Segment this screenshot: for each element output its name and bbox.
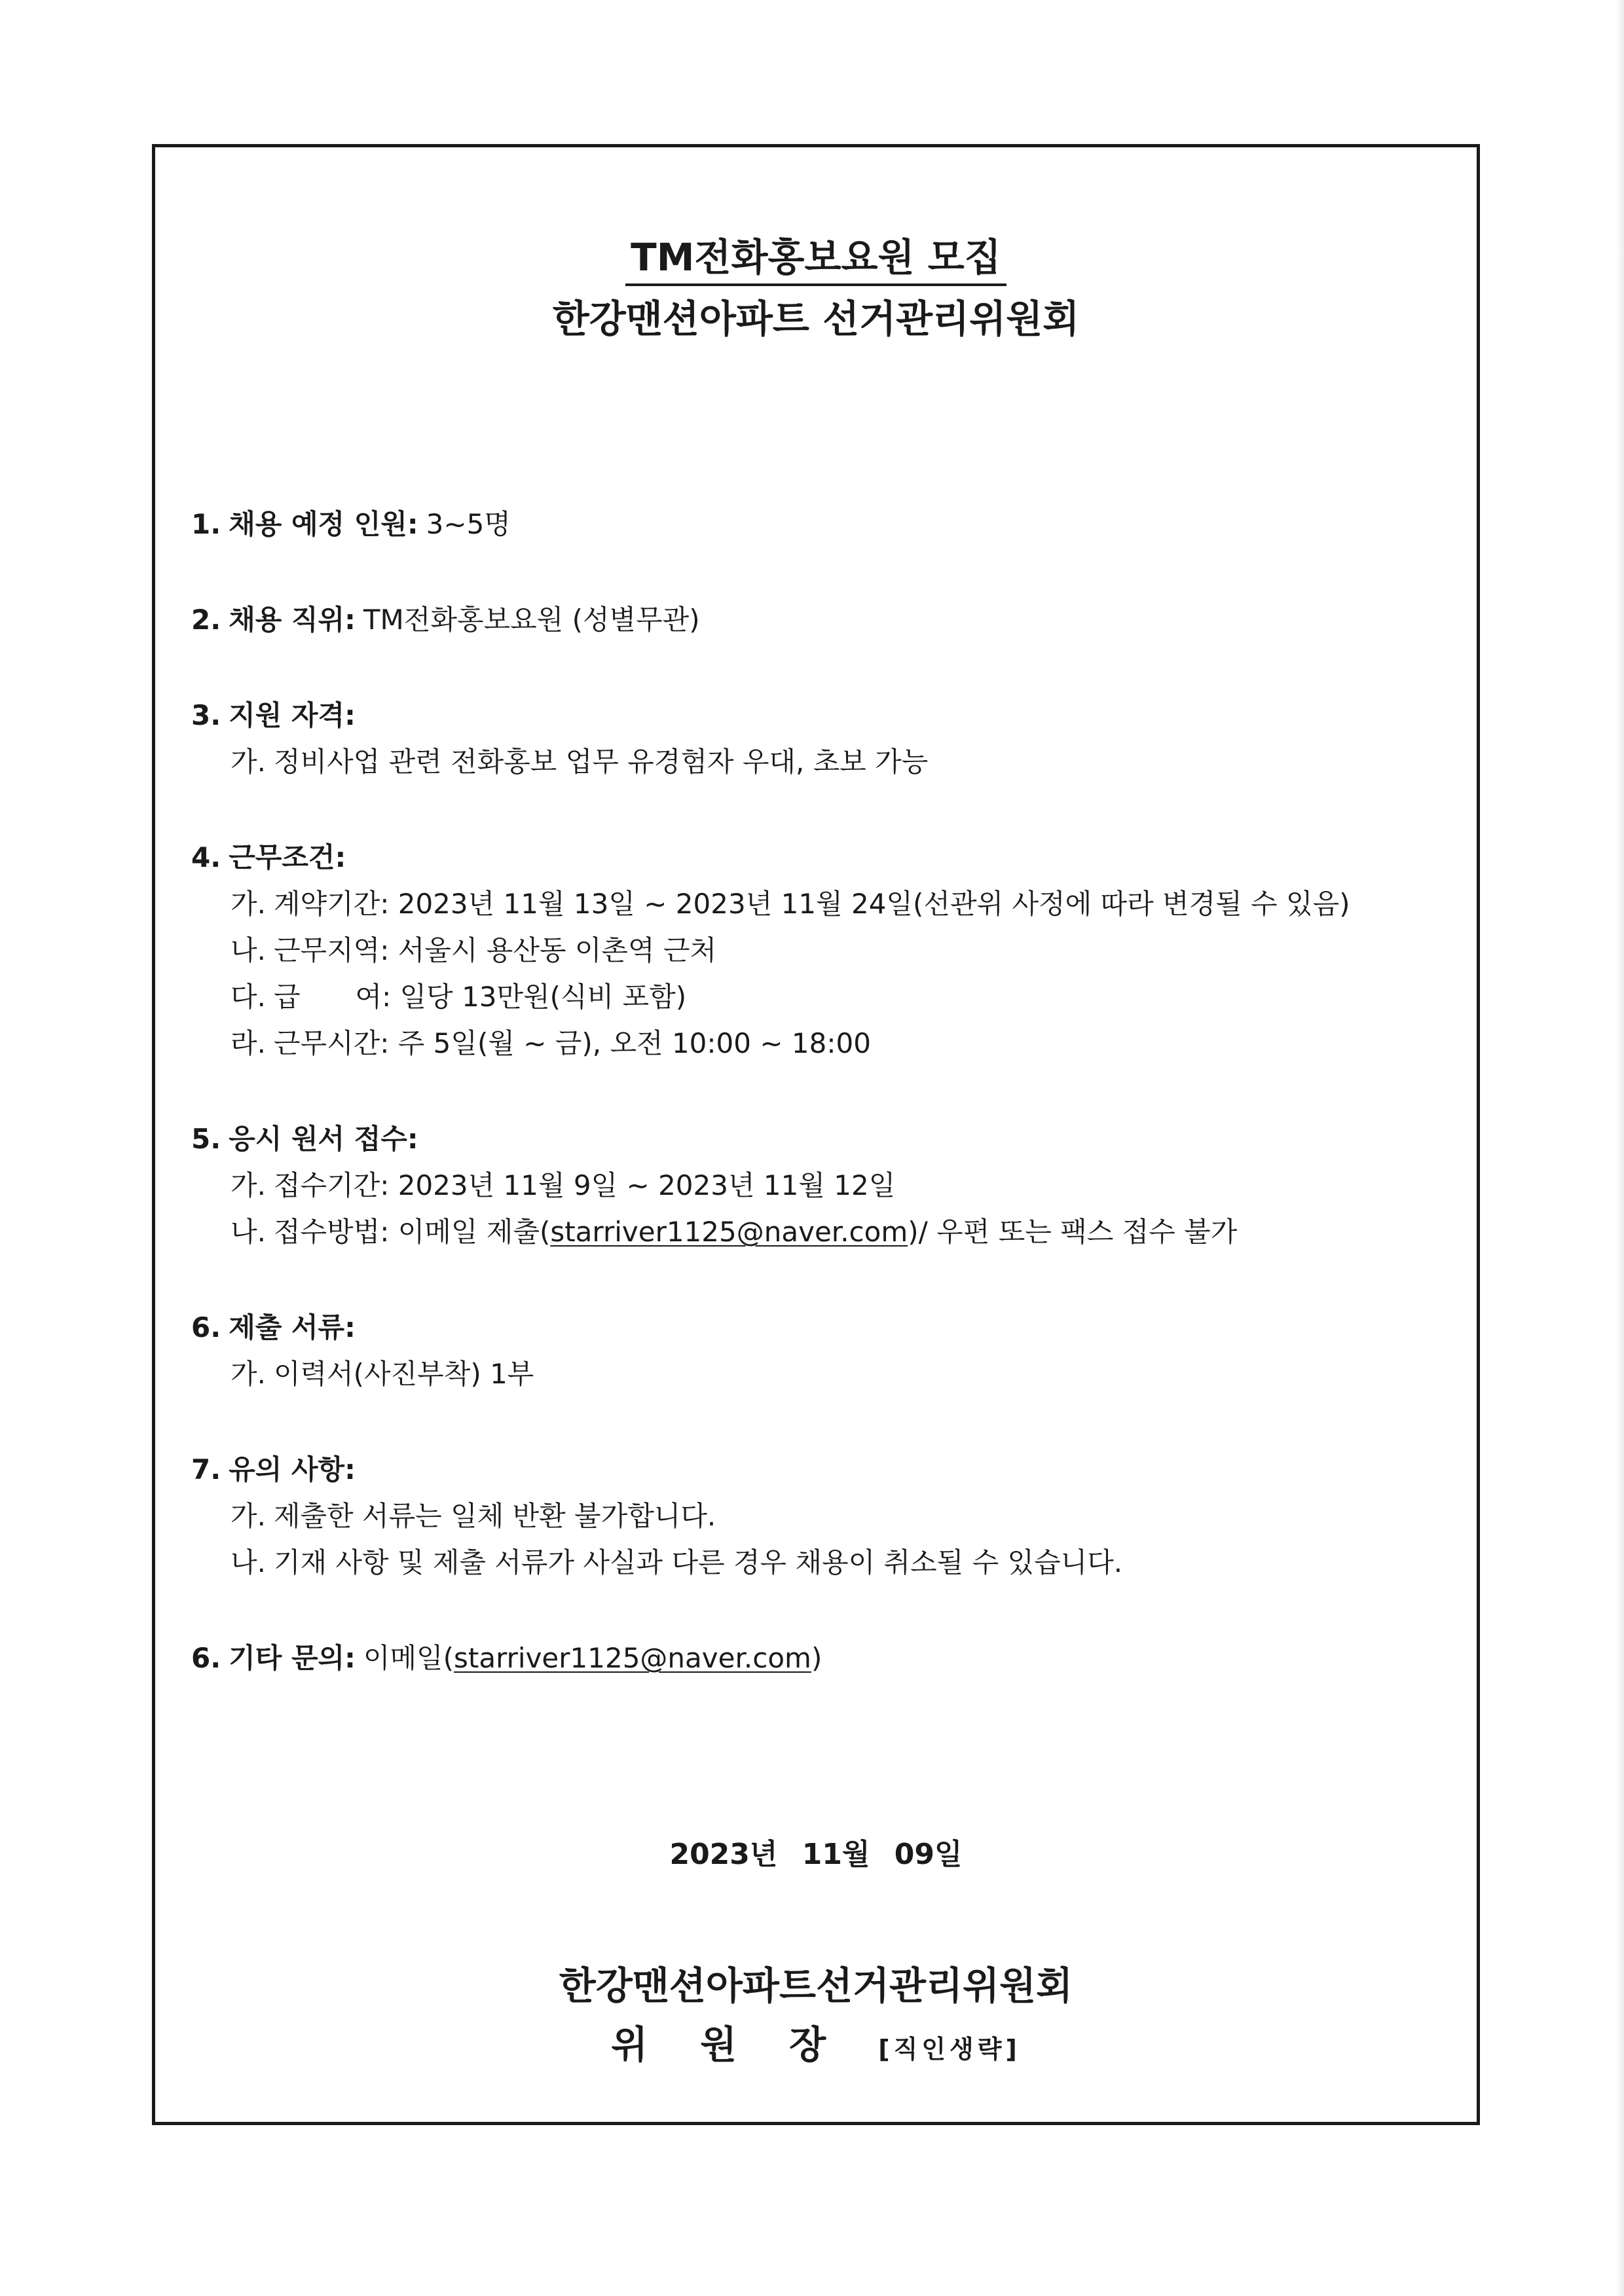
item-marker: 가. xyxy=(231,746,266,778)
item-marker: 가. xyxy=(231,1500,266,1532)
list-item xyxy=(191,927,1455,974)
section-number: 3. xyxy=(191,699,221,731)
section-label: 근무조건: xyxy=(229,841,346,873)
seal-omitted-note: [직인생략] xyxy=(878,2035,1021,2064)
section-number: 1. xyxy=(191,508,221,540)
item-marker: 라. xyxy=(231,1027,266,1059)
email-link[interactable]: starriver1125@naver.com xyxy=(550,1216,908,1248)
section-number: 6. xyxy=(191,1642,221,1674)
document-frame xyxy=(152,144,1480,2125)
list-item xyxy=(191,1493,1455,1539)
section-value: 이메일( xyxy=(363,1642,454,1674)
section-label: 유의 사항: xyxy=(229,1453,356,1485)
document-date: 2023년 11월 09일 xyxy=(669,1838,963,1871)
section-work-conditions xyxy=(191,834,1455,1066)
section-label: 응시 원서 접수: xyxy=(229,1123,418,1155)
section-heading xyxy=(191,1304,1455,1351)
section-label: 기타 문의: xyxy=(229,1642,356,1674)
chair-title: 위원장 xyxy=(611,2022,879,2067)
item-marker: 가. xyxy=(231,1358,266,1390)
section-number: 6. xyxy=(191,1311,221,1343)
item-text: 기재 사항 및 제출 서류가 사실과 다른 경우 채용이 취소될 수 있습니다. xyxy=(273,1546,1123,1578)
item-text: 접수방법: 이메일 제출( xyxy=(273,1216,551,1248)
item-text: 근무시간: 주 5일(월 ~ 금), 오전 10:00 ~ 18:00 xyxy=(273,1027,871,1059)
item-text: 제출한 서류는 일체 반환 불가합니다. xyxy=(273,1500,716,1532)
list-item xyxy=(191,1162,1455,1209)
section-value: 3~5명 xyxy=(426,508,511,540)
section-label: 지원 자격: xyxy=(229,699,356,731)
item-marker: 다. xyxy=(231,981,266,1013)
item-text-after: )/ 우편 또는 팩스 접수 불가 xyxy=(908,1216,1238,1248)
section-number: 4. xyxy=(191,841,221,873)
section-label: 제출 서류: xyxy=(229,1311,356,1343)
item-marker: 나. xyxy=(231,1216,266,1248)
section-value: TM전화홍보요원 (성별무관) xyxy=(363,604,700,636)
item-marker: 가. xyxy=(231,888,266,920)
section-value-after: ) xyxy=(811,1642,822,1674)
item-marker: 나. xyxy=(231,934,266,966)
section-qualifications xyxy=(191,692,1455,785)
section-heading xyxy=(191,1116,1455,1162)
section-number: 2. xyxy=(191,604,221,636)
section-heading xyxy=(191,1446,1455,1493)
list-item xyxy=(191,881,1455,927)
section-heading xyxy=(191,596,1455,643)
item-text: 접수기간: 2023년 11월 9일 ~ 2023년 11월 12일 xyxy=(273,1169,896,1201)
section-label: 채용 예정 인원: xyxy=(229,508,418,540)
item-marker: 나. xyxy=(231,1546,266,1578)
item-text: 정비사업 관련 전화홍보 업무 유경험자 우대, 초보 가능 xyxy=(273,746,929,778)
section-notes xyxy=(191,1446,1455,1586)
item-text: 근무지역: 서울시 용산동 이촌역 근처 xyxy=(273,934,717,966)
signature-line xyxy=(155,2018,1477,2081)
scan-edge-shadow xyxy=(1616,0,1624,2296)
email-link[interactable]: starriver1125@naver.com xyxy=(454,1642,811,1674)
section-position xyxy=(191,596,1455,643)
section-headcount xyxy=(191,501,1455,547)
list-item xyxy=(191,738,1455,785)
item-text: 급 여: 일당 13만원(식비 포함) xyxy=(273,981,687,1013)
list-item xyxy=(191,1020,1455,1066)
list-item xyxy=(191,974,1455,1020)
section-heading xyxy=(191,834,1455,881)
document-title xyxy=(155,231,1477,286)
section-heading xyxy=(191,1635,1455,1681)
list-item xyxy=(191,1539,1455,1586)
document-body xyxy=(191,501,1455,1730)
section-application xyxy=(191,1116,1455,1255)
section-label: 채용 직위: xyxy=(229,604,356,636)
list-item xyxy=(191,1351,1455,1397)
item-text: 이력서(사진부착) 1부 xyxy=(273,1358,534,1390)
document-subtitle: 한강맨션아파트 선거관리위원회 xyxy=(552,297,1080,341)
organization-name: 한강맨션아파트선거관리위원회 xyxy=(559,1963,1073,2008)
item-text: 계약기간: 2023년 11월 13일 ~ 2023년 11월 24일(선관위 사정에 따라 변경될 수 있음) xyxy=(273,888,1350,920)
section-heading xyxy=(191,501,1455,547)
section-documents xyxy=(191,1304,1455,1397)
section-inquiries xyxy=(191,1635,1455,1681)
list-item xyxy=(191,1209,1455,1255)
section-number: 7. xyxy=(191,1453,221,1485)
title-text: TM전화홍보요원 모집 xyxy=(625,234,1006,286)
section-heading xyxy=(191,692,1455,738)
item-marker: 가. xyxy=(231,1169,266,1201)
section-number: 5. xyxy=(191,1123,221,1155)
